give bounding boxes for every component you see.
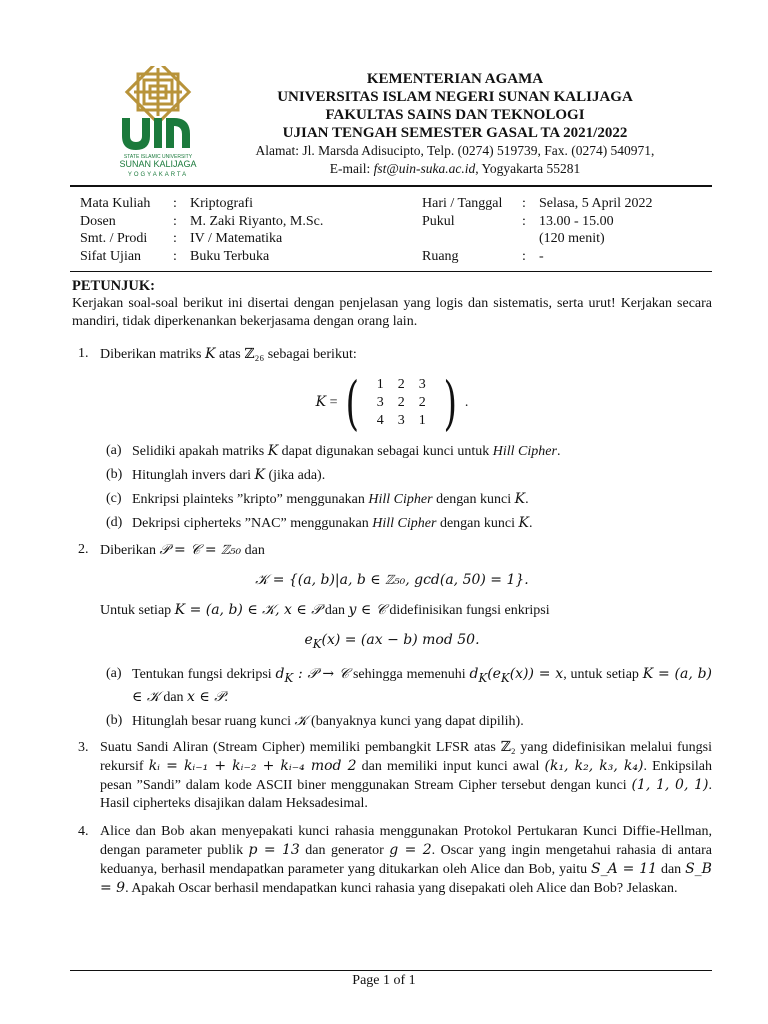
- q1a-hill-cipher: Hill Cipher: [492, 444, 557, 459]
- q1d-math-k: K: [518, 515, 529, 531]
- q1d-text1: Dekripsi cipherteks ”NAC” menggunakan: [132, 516, 373, 531]
- matrix-cell: 1: [376, 377, 384, 392]
- colon: :: [522, 196, 526, 211]
- q1a-end: .: [556, 444, 561, 459]
- header-email-line: [230, 160, 680, 178]
- petunjuk-text: Kerjakan soal-soal berikut ini disertai dengan penjelasan yang logis dan sistematis, serta urut! Kerjakan secara mandiri, tidak diperkenankan bekerjasama dengan orang lain.: [72, 296, 712, 329]
- label-ruang: Ruang: [422, 248, 459, 264]
- q2-enc-e: e: [304, 632, 313, 648]
- q2-intro-math: 𝒫 = 𝒞 = ℤ₅₀: [159, 542, 242, 558]
- header-faculty: FAKULTAS SAINS DAN TEKNOLOGI: [325, 107, 585, 123]
- q1-math-z26: ℤ₂₆: [244, 347, 265, 362]
- part-label: (d): [106, 515, 123, 530]
- value-mata-kuliah: Kriptografi: [190, 196, 253, 211]
- q1c-hill-cipher: Hill Cipher: [368, 492, 433, 507]
- q3-t5: . Hasil cipherteks disajikan dalam Heksadesimal.: [100, 778, 712, 811]
- part-label: (a): [106, 665, 122, 681]
- page-number: Page 1 of 1: [352, 973, 416, 988]
- logo-text-main: SUNAN KALIJAGA: [119, 159, 197, 169]
- petunjuk-title: PETUNJUK:: [72, 278, 155, 294]
- q1-part-d: (d) Dekripsi cipherteks ”NAC” menggunakan Hill Cipher dengan kunci K.: [106, 515, 533, 531]
- label-mata-kuliah: Mata Kuliah: [80, 196, 151, 211]
- q1a-math-k: K: [267, 443, 279, 459]
- q2-line2-m1: K = (a, b) ∈ 𝒦, x ∈ 𝒫: [174, 602, 322, 618]
- q1-intro-a: Diberikan matriks: [100, 347, 205, 362]
- label-pukul: Pukul: [422, 213, 455, 229]
- q1b-text1: Hitunglah invers dari: [132, 468, 255, 483]
- label-hari-tanggal: Hari / Tanggal: [422, 196, 503, 211]
- q3-t1: Suatu Sandi Aliran (Stream Cipher) memiliki pembangkit LFSR atas: [100, 740, 501, 755]
- q2-intro-b: dan: [241, 543, 265, 558]
- q1d-hill-cipher: Hill Cipher: [372, 516, 437, 531]
- q2-definition: [100, 601, 712, 620]
- university-logo: [108, 66, 208, 178]
- exam-info: [80, 195, 700, 265]
- q2-part-a: [100, 665, 712, 707]
- info-divider: [70, 271, 712, 272]
- question-3: [72, 739, 712, 813]
- email-prefix: E-mail:: [329, 161, 374, 176]
- q1-math-k: K: [204, 346, 216, 362]
- q3-t4: . Enkipsilah pesan ”Sandi” dalam kode ASCII biner menggunakan Stream Cipher tersebut dengan kunci: [100, 759, 713, 793]
- q4-sa: S_A = 11: [591, 861, 658, 877]
- matrix-cell: 2: [397, 395, 405, 410]
- q1a-text1: Selidiki apakah matriks: [132, 444, 268, 459]
- matrix-cell: 2: [397, 377, 405, 392]
- q3-t2: yang didefinisikan melalui fungsi rekursif: [100, 740, 713, 774]
- q2-line2-m2: y ∈ 𝒞: [348, 602, 386, 618]
- colon: :: [173, 231, 177, 246]
- matrix-cell: 3: [418, 377, 426, 392]
- matrix-cell: 1: [418, 413, 426, 428]
- q2-kset-math: 𝒦 = {(a, b)|a, b ∈ ℤ₅₀, gcd(a, 50) = 1}.: [255, 572, 529, 588]
- question-4-text: [100, 823, 712, 898]
- header-address: Alamat: Jl. Marsda Adisucipto, Telp. (0274) 519739, Fax. (0274) 540971,: [255, 143, 655, 158]
- q2-intro-a: Diberikan: [100, 543, 160, 558]
- q3-t3: dan memiliki input kunci awal: [356, 759, 545, 774]
- q4-g: g = 2: [389, 842, 432, 858]
- logo-text-small: STATE ISLAMIC UNIVERSITY: [123, 154, 193, 160]
- q3-recurrence: kᵢ = kᵢ₋₁ + kᵢ₋₂ + kᵢ₋₄ mod 2: [148, 758, 357, 774]
- q1b-math-k: K: [254, 467, 265, 483]
- q2-line2-b: dan: [321, 603, 349, 618]
- q2-enc-rest: (x) = (ax − b) mod 50.: [321, 632, 480, 648]
- part-label: (b): [106, 712, 123, 728]
- matrix-symbol: K: [315, 394, 327, 411]
- q4-t3: . Oscar yang ingin mengetahui rahasia di antara keduanya, berhasil mendapatkan parameter yang ditukarkan oleh Alice dan Bob, yaitu: [100, 843, 712, 877]
- q2-line2-a: Untuk setiap: [100, 603, 175, 618]
- q2a-text3: , untuk setiap: [563, 666, 639, 682]
- q4-sb: S_B = 9: [100, 861, 712, 896]
- q4-t1: Alice dan Bob akan menyepakati kunci rahasia menggunakan Protokol Pertukaran Kunci Diffie-Hellman, dengan parameter publik: [100, 824, 712, 858]
- q1-intro-b: atas: [215, 347, 245, 362]
- question-2: [72, 541, 712, 731]
- logo-text-city: YOGYAKARTA: [127, 172, 189, 178]
- header-exam-title: UJIAN TENGAH SEMESTER GASAL TA 2021/2022: [282, 125, 628, 141]
- question-4: [72, 823, 712, 898]
- q2a-text1: Tentukan fungsi dekripsi: [132, 666, 276, 682]
- question-number: 3.: [78, 740, 89, 755]
- q2-part-b: [100, 712, 712, 731]
- value-menit: (120 menit): [539, 231, 605, 246]
- q1-part-b: [100, 466, 712, 485]
- q2a-m3: d: [469, 665, 479, 682]
- q2a-m4sub: K: [500, 670, 510, 685]
- colon: :: [522, 248, 526, 264]
- q2a-m7: x ∈ 𝒫: [187, 688, 225, 705]
- q4-t4: dan: [657, 862, 686, 877]
- question-number: 4.: [78, 824, 89, 839]
- q2a-end: .: [224, 689, 228, 705]
- q4-t5: . Apakah Oscar berhasil mendapatkan kunci rahasia yang disepakati oleh Alice dan Bob? Jelaskan.: [125, 881, 678, 896]
- q2a-m2: : 𝒫 → 𝒞: [293, 665, 350, 682]
- question-number: 1.: [78, 346, 89, 361]
- label-smt-prodi: Smt. / Prodi: [80, 231, 148, 246]
- colon: :: [173, 196, 177, 211]
- q2a-m6: K = (a, b) ∈ 𝒦: [132, 665, 713, 705]
- q1d-text2: dengan kunci: [436, 516, 519, 531]
- q2b-math: 𝒦: [294, 712, 308, 729]
- q2a-text4: dan: [159, 689, 188, 705]
- header-university: UNIVERSITAS ISLAM NEGERI SUNAN KALIJAGA: [277, 89, 633, 105]
- email-suffix: , Yogyakarta 55281: [475, 161, 581, 176]
- value-pukul: 13.00 - 15.00: [539, 213, 614, 229]
- q1c-math-k: K: [514, 491, 526, 507]
- part-label: (a): [106, 443, 122, 458]
- q2a-text2: sehingga memenuhi: [349, 666, 470, 682]
- uin-emblem-icon: [108, 66, 208, 178]
- matrix-cell: 4: [376, 413, 384, 428]
- part-label: (c): [106, 491, 122, 506]
- q1-part-a: [100, 442, 712, 461]
- q1-intro-c: sebagai berikut:: [264, 347, 357, 362]
- q3-key: (1, 1, 0, 1): [631, 777, 709, 793]
- q2a-m5: (x)) = x: [509, 665, 564, 682]
- label-dosen: Dosen: [80, 213, 116, 229]
- q2-encryption-fn: [72, 631, 712, 654]
- q2b-text2: (banyaknya kunci yang dapat dipilih).: [307, 713, 524, 729]
- q4-t2: dan generator: [299, 843, 390, 858]
- q1-part-c: (c) Enkripsi plainteks ”kripto” menggunakan Hill Cipher dengan kunci K.: [106, 491, 529, 507]
- value-smt-prodi: IV / Matematika: [190, 231, 283, 246]
- question-1-intro: [100, 345, 712, 364]
- question-3-text: [100, 739, 712, 813]
- q2b-text1: Hitunglah besar ruang kunci: [132, 713, 295, 729]
- header-divider: [70, 185, 712, 187]
- matrix-cell: 3: [397, 413, 405, 428]
- q3-z2: ℤ₂: [500, 740, 516, 755]
- colon: :: [173, 213, 177, 229]
- colon: :: [173, 248, 177, 264]
- value-ruang: -: [539, 248, 544, 264]
- exam-body: [72, 277, 713, 896]
- part-label: (b): [106, 467, 123, 482]
- q3-init: (k₁, k₂, k₃, k₄): [544, 758, 644, 774]
- q1c-text1: Enkripsi plainteks ”kripto” menggunakan: [132, 492, 369, 507]
- document-header: [230, 70, 680, 178]
- value-dosen: M. Zaki Riyanto, M.Sc.: [190, 213, 324, 229]
- value-hari-tanggal: Selasa, 5 April 2022: [539, 196, 653, 211]
- colon: :: [522, 213, 526, 229]
- q1c-text2: dengan kunci: [432, 492, 515, 507]
- q2-line2-c: didefinisikan fungsi enkripsi: [385, 603, 550, 618]
- q2a-m1sub: K: [284, 670, 294, 685]
- question-number: 2.: [78, 542, 89, 557]
- question-1: [72, 345, 712, 533]
- matrix-cell: 2: [418, 395, 426, 410]
- matrix-cell: 3: [376, 395, 384, 410]
- value-sifat-ujian: Buku Terbuka: [190, 248, 270, 264]
- header-ministry: KEMENTERIAN AGAMA: [366, 71, 544, 87]
- q4-p: p = 13: [248, 842, 300, 858]
- q1b-text2: (jika ada).: [264, 468, 326, 483]
- email-address: fst@uin-suka.ac.id: [373, 161, 476, 176]
- q2a-m3sub: K: [478, 670, 488, 685]
- q2-enc-sub: K: [312, 636, 322, 651]
- matrix-k: K = ( 1 2 3 3 2 2 4 3 1 ) .: [315, 369, 469, 437]
- q2-key-set: [72, 571, 712, 590]
- label-sifat-ujian: Sifat Ujian: [80, 248, 142, 264]
- q2a-m1: d: [275, 665, 285, 682]
- question-2-intro: [100, 541, 712, 560]
- q2a-m4: (e: [487, 665, 501, 682]
- footer-divider: [70, 970, 712, 971]
- matrix-table: [370, 376, 433, 430]
- q1a-text2: dapat digunakan sebagai kunci untuk: [278, 444, 493, 459]
